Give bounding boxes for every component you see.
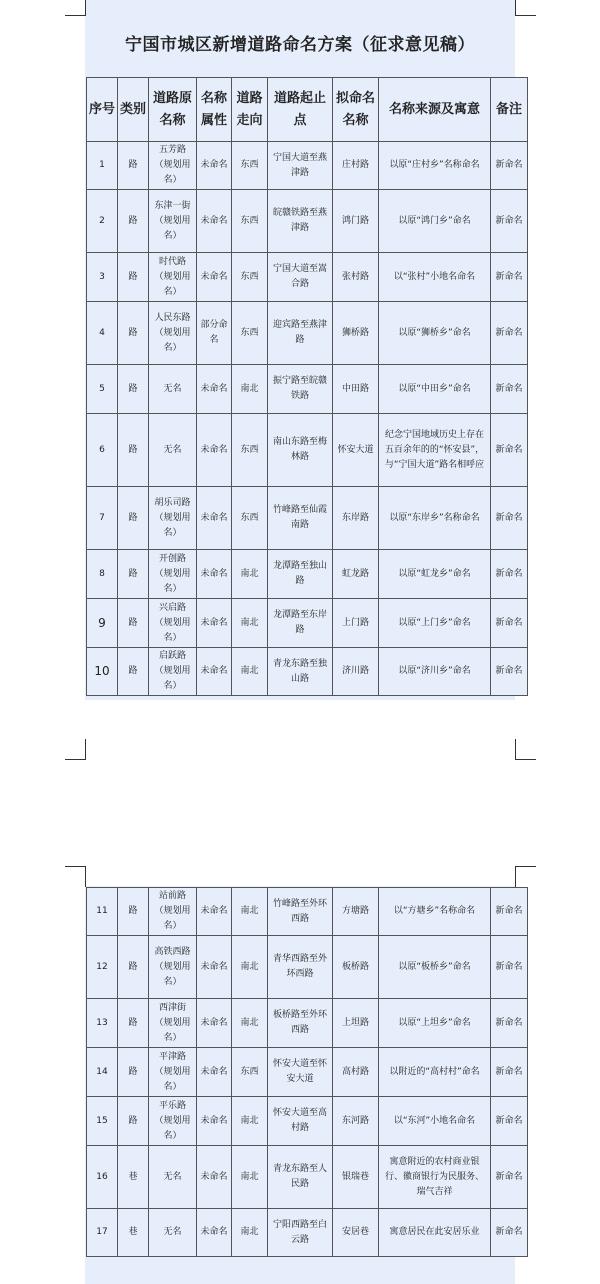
cell-meaning: 以原“济川乡”命名 <box>379 648 491 696</box>
cell-type: 路 <box>118 599 149 648</box>
cell-start-end: 怀安大道至高村路 <box>268 1097 333 1146</box>
cell-proposed-name: 安居巷 <box>333 1209 379 1257</box>
cell-proposed-name: 方塘路 <box>333 888 379 936</box>
cell-type: 路 <box>118 888 149 936</box>
cell-start-end: 竹峰路至仙霞南路 <box>268 487 333 550</box>
cell-name-attribute: 未命名 <box>197 142 232 190</box>
cell-start-end: 板桥路至外环西路 <box>268 999 333 1048</box>
table-row <box>87 1146 528 1209</box>
cell-type: 路 <box>118 936 149 999</box>
cell-no: 2 <box>87 190 118 253</box>
cell-no: 11 <box>87 888 118 936</box>
cell-meaning: 以“东河”小地名命名 <box>379 1097 491 1146</box>
table-row <box>87 550 528 599</box>
cell-original-name: 五芳路（规划用名） <box>149 142 197 190</box>
cell-direction: 南北 <box>232 550 268 599</box>
crop-mark <box>65 866 86 887</box>
cell-start-end: 迎宾路至燕津路 <box>268 302 333 365</box>
cell-direction: 东西 <box>232 142 268 190</box>
cell-note: 新命名 <box>491 888 528 936</box>
cell-proposed-name: 张村路 <box>333 253 379 302</box>
cell-original-name: 无名 <box>149 1146 197 1209</box>
cell-no: 5 <box>87 365 118 414</box>
cell-note: 新命名 <box>491 487 528 550</box>
cell-original-name: 兴启路（规划用名） <box>149 599 197 648</box>
cell-name-attribute: 未命名 <box>197 1097 232 1146</box>
cell-name-attribute: 未命名 <box>197 365 232 414</box>
cell-no: 4 <box>87 302 118 365</box>
cell-meaning: 以原“中田乡”命名 <box>379 365 491 414</box>
cell-note: 新命名 <box>491 1048 528 1097</box>
cell-original-name: 开创路（规划用名） <box>149 550 197 599</box>
header-name-attribute: 名称属性 <box>197 78 232 142</box>
cell-direction: 东西 <box>232 253 268 302</box>
table-row <box>87 190 528 253</box>
table-header-row <box>87 78 528 142</box>
cell-meaning: 以原“板桥乡”命名 <box>379 936 491 999</box>
cell-original-name: 西津街（规划用名） <box>149 999 197 1048</box>
document-title: 宁国市城区新增道路命名方案（征求意见稿） <box>125 35 475 55</box>
header-start-end: 道路起止点 <box>268 78 333 142</box>
cell-direction: 东西 <box>232 487 268 550</box>
cell-type: 路 <box>118 142 149 190</box>
cell-name-attribute: 未命名 <box>197 936 232 999</box>
cell-type: 路 <box>118 999 149 1048</box>
cell-type: 路 <box>118 1097 149 1146</box>
cell-start-end: 青华西路至外环西路 <box>268 936 333 999</box>
cell-name-attribute: 未命名 <box>197 190 232 253</box>
cell-note: 新命名 <box>491 253 528 302</box>
cell-no: 12 <box>87 936 118 999</box>
crop-mark <box>515 739 536 760</box>
cell-note: 新命名 <box>491 999 528 1048</box>
crop-mark <box>65 739 86 760</box>
crop-mark <box>515 0 536 16</box>
cell-no: 7 <box>87 487 118 550</box>
cell-meaning: 以“张村”小地名命名 <box>379 253 491 302</box>
table-row <box>87 487 528 550</box>
cell-type: 路 <box>118 190 149 253</box>
cell-no: 16 <box>87 1146 118 1209</box>
cell-proposed-name: 上坦路 <box>333 999 379 1048</box>
cell-direction: 南北 <box>232 365 268 414</box>
cell-direction: 东西 <box>232 190 268 253</box>
table-row <box>87 253 528 302</box>
crop-mark <box>65 0 86 16</box>
cell-direction: 南北 <box>232 888 268 936</box>
cell-start-end: 宁国大道至嵩合路 <box>268 253 333 302</box>
cell-direction: 东西 <box>232 1048 268 1097</box>
cell-meaning: 以附近的“高村村”命名 <box>379 1048 491 1097</box>
cell-original-name: 无名 <box>149 1209 197 1257</box>
cell-proposed-name: 东岸路 <box>333 487 379 550</box>
cell-proposed-name: 板桥路 <box>333 936 379 999</box>
cell-meaning: 寓意居民在此安居乐业 <box>379 1209 491 1257</box>
cell-note: 新命名 <box>491 599 528 648</box>
cell-direction: 南北 <box>232 936 268 999</box>
cell-direction: 南北 <box>232 1146 268 1209</box>
cell-type: 路 <box>118 487 149 550</box>
cell-proposed-name: 狮桥路 <box>333 302 379 365</box>
cell-start-end: 南山东路至梅林路 <box>268 414 333 487</box>
header-original-name: 道路原名称 <box>149 78 197 142</box>
table-row <box>87 888 528 936</box>
cell-note: 新命名 <box>491 1209 528 1257</box>
header-no: 序号 <box>87 78 118 142</box>
cell-type: 路 <box>118 550 149 599</box>
cell-no: 15 <box>87 1097 118 1146</box>
cell-meaning: 以原“虹龙乡”命名 <box>379 550 491 599</box>
cell-original-name: 人民东路（规划用名） <box>149 302 197 365</box>
cell-note: 新命名 <box>491 550 528 599</box>
cell-name-attribute: 未命名 <box>197 999 232 1048</box>
cell-proposed-name: 东河路 <box>333 1097 379 1146</box>
cell-start-end: 青龙东路至独山路 <box>268 648 333 696</box>
cell-name-attribute: 未命名 <box>197 487 232 550</box>
cell-no: 14 <box>87 1048 118 1097</box>
cell-meaning: 以原“上门乡”命名 <box>379 599 491 648</box>
cell-proposed-name: 济川路 <box>333 648 379 696</box>
cell-direction: 东西 <box>232 414 268 487</box>
cell-direction: 东西 <box>232 302 268 365</box>
cell-start-end: 宁阳西路至白云路 <box>268 1209 333 1257</box>
cell-note: 新命名 <box>491 142 528 190</box>
cell-name-attribute: 未命名 <box>197 414 232 487</box>
cell-meaning: 以原“庄村乡”名称命名 <box>379 142 491 190</box>
cell-start-end: 龙潭路至独山路 <box>268 550 333 599</box>
cell-type: 巷 <box>118 1146 149 1209</box>
cell-note: 新命名 <box>491 648 528 696</box>
table-row <box>87 414 528 487</box>
cell-type: 路 <box>118 365 149 414</box>
cell-note: 新命名 <box>491 414 528 487</box>
table-row <box>87 1048 528 1097</box>
cell-no: 3 <box>87 253 118 302</box>
cell-original-name: 无名 <box>149 365 197 414</box>
cell-type: 路 <box>118 302 149 365</box>
cell-start-end: 怀安大道至怀安大道 <box>268 1048 333 1097</box>
road-naming-table-continued <box>86 887 528 1257</box>
cell-type: 路 <box>118 1048 149 1097</box>
cell-start-end: 振宁路至皖赣铁路 <box>268 365 333 414</box>
cell-note: 新命名 <box>491 936 528 999</box>
cell-start-end: 皖赣铁路至燕津路 <box>268 190 333 253</box>
table-row <box>87 1097 528 1146</box>
cell-meaning: 寓意附近的农村商业银行、徽商银行为民服务、瑞气吉祥 <box>379 1146 491 1209</box>
header-type: 类别 <box>118 78 149 142</box>
cell-original-name: 高铁西路（规划用名） <box>149 936 197 999</box>
cell-name-attribute: 未命名 <box>197 888 232 936</box>
cell-meaning: 以原“东岸乡”名称命名 <box>379 487 491 550</box>
crop-mark <box>515 866 536 887</box>
cell-note: 新命名 <box>491 1097 528 1146</box>
table-row <box>87 648 528 696</box>
cell-proposed-name: 虹龙路 <box>333 550 379 599</box>
cell-original-name: 胡乐司路（规划用名） <box>149 487 197 550</box>
cell-name-attribute: 未命名 <box>197 599 232 648</box>
table-row <box>87 302 528 365</box>
table-row <box>87 999 528 1048</box>
cell-start-end: 龙潭路至东岸路 <box>268 599 333 648</box>
cell-name-attribute: 未命名 <box>197 253 232 302</box>
header-meaning: 名称来源及寓意 <box>379 78 491 142</box>
cell-type: 路 <box>118 648 149 696</box>
cell-direction: 南北 <box>232 1097 268 1146</box>
header-proposed-name: 拟命名名称 <box>333 78 379 142</box>
cell-name-attribute: 未命名 <box>197 550 232 599</box>
cell-original-name: 平津路（规划用名） <box>149 1048 197 1097</box>
cell-no: 1 <box>87 142 118 190</box>
cell-type: 路 <box>118 253 149 302</box>
cell-no: 6 <box>87 414 118 487</box>
table-row <box>87 1209 528 1257</box>
cell-original-name: 站前路（规划用名） <box>149 888 197 936</box>
cell-original-name: 时代路（规划用名） <box>149 253 197 302</box>
cell-name-attribute: 未命名 <box>197 648 232 696</box>
cell-meaning: 以“方塘乡”名称命名 <box>379 888 491 936</box>
table-row <box>87 142 528 190</box>
road-naming-table <box>86 77 528 696</box>
cell-note: 新命名 <box>491 190 528 253</box>
cell-name-attribute: 未命名 <box>197 1048 232 1097</box>
cell-proposed-name: 怀安大道 <box>333 414 379 487</box>
header-direction: 道路走向 <box>232 78 268 142</box>
cell-name-attribute: 未命名 <box>197 1209 232 1257</box>
cell-note: 新命名 <box>491 1146 528 1209</box>
cell-no: 17 <box>87 1209 118 1257</box>
cell-proposed-name: 庄村路 <box>333 142 379 190</box>
cell-direction: 南北 <box>232 599 268 648</box>
cell-proposed-name: 银瑞巷 <box>333 1146 379 1209</box>
cell-original-name: 东津一街（规划用名） <box>149 190 197 253</box>
cell-original-name: 平乐路（规划用名） <box>149 1097 197 1146</box>
cell-proposed-name: 中田路 <box>333 365 379 414</box>
cell-note: 新命名 <box>491 365 528 414</box>
cell-note: 新命名 <box>491 302 528 365</box>
cell-meaning: 以原“上坦乡”命名 <box>379 999 491 1048</box>
cell-type: 路 <box>118 414 149 487</box>
cell-name-attribute: 未命名 <box>197 1146 232 1209</box>
cell-proposed-name: 高村路 <box>333 1048 379 1097</box>
cell-start-end: 宁国大道至燕津路 <box>268 142 333 190</box>
cell-no: 10 <box>87 648 118 696</box>
header-note: 备注 <box>491 78 528 142</box>
cell-no: 9 <box>87 599 118 648</box>
cell-start-end: 竹峰路至外环西路 <box>268 888 333 936</box>
table-row <box>87 936 528 999</box>
table-row <box>87 599 528 648</box>
cell-type: 巷 <box>118 1209 149 1257</box>
cell-meaning: 以原“鸿门乡”命名 <box>379 190 491 253</box>
table-row <box>87 365 528 414</box>
cell-direction: 南北 <box>232 1209 268 1257</box>
cell-original-name: 启跃路（规划用名） <box>149 648 197 696</box>
cell-name-attribute: 部分命名 <box>197 302 232 365</box>
cell-proposed-name: 鸿门路 <box>333 190 379 253</box>
cell-proposed-name: 上门路 <box>333 599 379 648</box>
cell-original-name: 无名 <box>149 414 197 487</box>
cell-meaning: 以原“狮桥乡”命名 <box>379 302 491 365</box>
cell-no: 13 <box>87 999 118 1048</box>
cell-meaning: 纪念宁国地域历史上存在五百余年的的“怀安县”，与“宁国大道”路名相呼应 <box>379 414 491 487</box>
cell-no: 8 <box>87 550 118 599</box>
cell-start-end: 青龙东路至人民路 <box>268 1146 333 1209</box>
cell-direction: 南北 <box>232 648 268 696</box>
cell-direction: 南北 <box>232 999 268 1048</box>
